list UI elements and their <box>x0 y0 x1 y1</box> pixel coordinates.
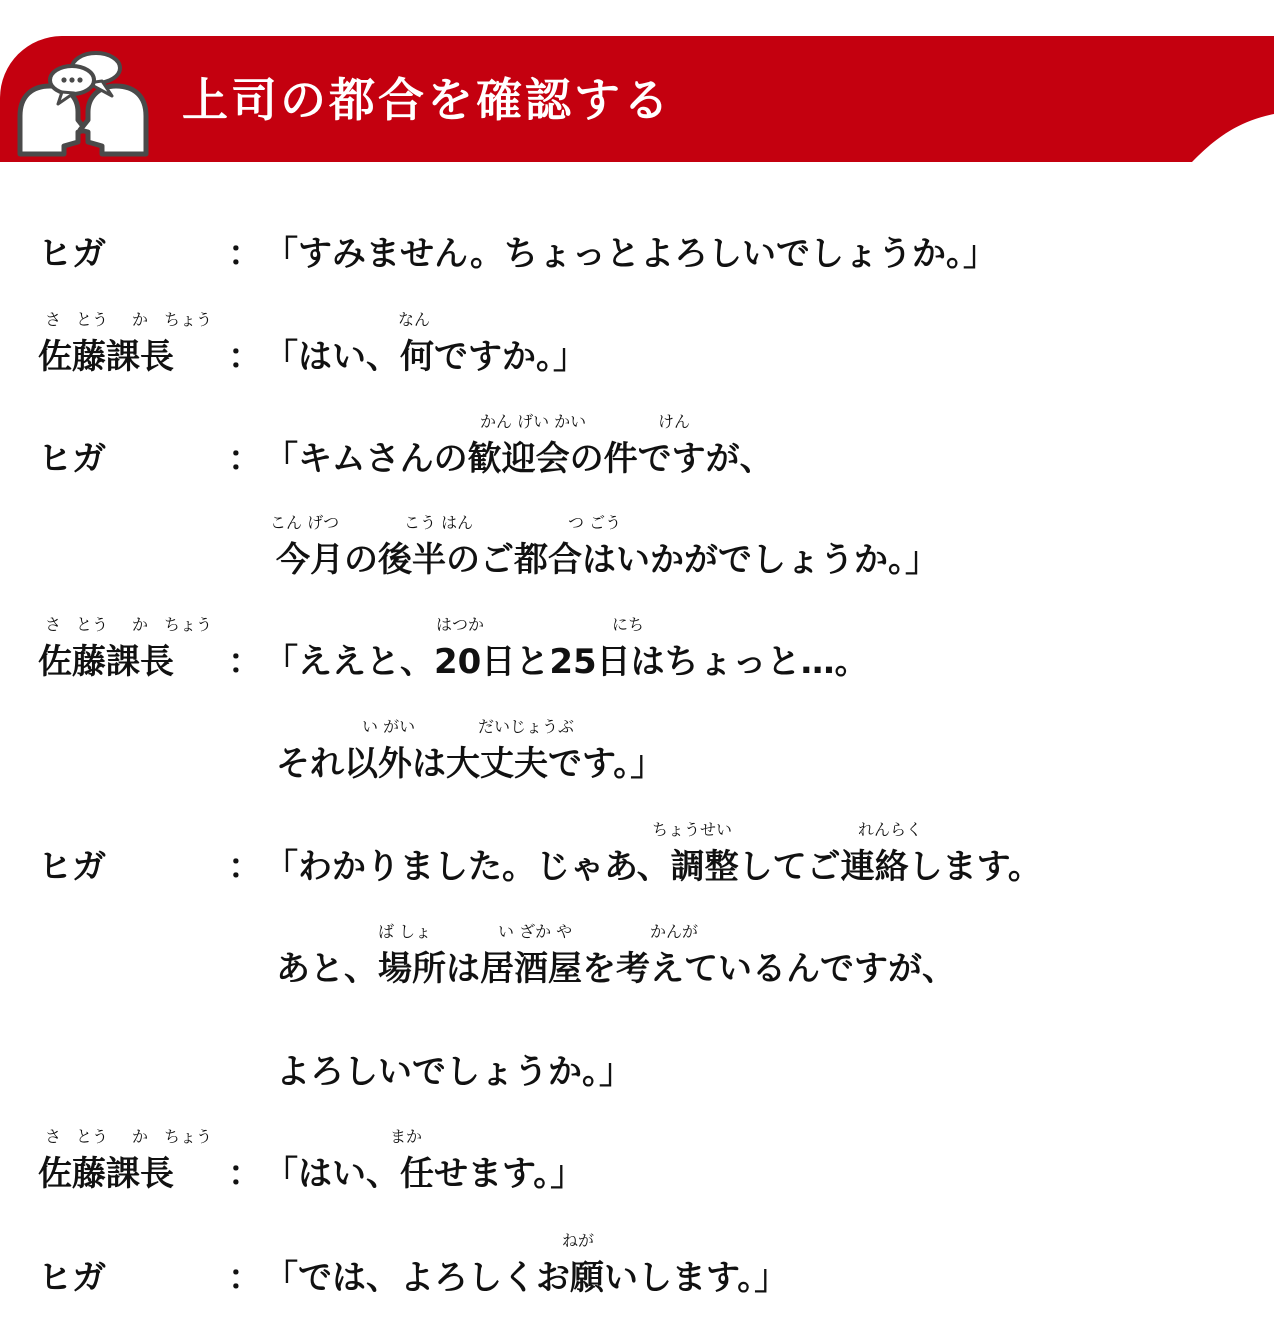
ruby-text: にち <box>612 615 645 634</box>
ruby-text: ねが <box>562 1231 595 1250</box>
ruby-text: かんが <box>650 922 699 941</box>
dialogue-line: よろしいでしょうか。」 <box>276 1052 633 1092</box>
two-people-talking-icon <box>16 46 150 158</box>
speaker-colon: ： <box>228 847 262 887</box>
ruby-text: はつか <box>436 615 485 634</box>
ruby-text: なん <box>398 310 431 329</box>
ruby-text: つ ごう <box>568 513 622 532</box>
speaker-name: 佐藤課長 <box>38 642 174 682</box>
speaker-ruby: とう <box>76 310 109 329</box>
ruby-text: かん げい かい <box>480 412 587 431</box>
speaker-ruby: か <box>132 615 149 634</box>
dialogue-line: 「わかりました。じゃあ、調整してご連絡します。 <box>264 847 1042 887</box>
dialogue-line: 今月の後半のご都合はいかがでしょうか。」 <box>276 540 939 580</box>
speaker-ruby: ちょう <box>164 615 213 634</box>
ruby-text: こん げつ <box>270 513 340 532</box>
speaker-ruby: ちょう <box>164 1127 213 1146</box>
ruby-text: けん <box>658 412 691 431</box>
speaker-ruby: か <box>132 1127 149 1146</box>
speaker-name: ヒガ <box>38 1258 106 1298</box>
ruby-text: い がい <box>362 717 416 736</box>
speaker-name: ヒガ <box>38 234 106 274</box>
dialogue-line: 「はい、何ですか。」 <box>264 337 587 377</box>
speaker-ruby: さ <box>45 1127 62 1146</box>
speaker-colon: ： <box>228 1154 262 1194</box>
speaker-ruby: さ <box>45 310 62 329</box>
dialogue-line: 「では、よろしくお願いします。」 <box>264 1258 789 1298</box>
speaker-ruby: とう <box>76 615 109 634</box>
ruby-text: れんらく <box>858 820 923 839</box>
speaker-ruby: ちょう <box>164 310 213 329</box>
ruby-text: まか <box>390 1127 423 1146</box>
ruby-text: こう はん <box>404 513 474 532</box>
speaker-colon: ： <box>228 1258 262 1298</box>
speaker-colon: ： <box>228 337 262 377</box>
ruby-text: い ざか や <box>498 922 573 941</box>
dialogue-line: あと、場所は居酒屋を考えているんですが、 <box>276 949 956 989</box>
ruby-text: だいじょうぶ <box>478 717 575 736</box>
speaker-colon: ： <box>228 439 262 479</box>
dialogue-line: 「ええと、20日と25日はちょっと…。 <box>264 642 869 682</box>
ruby-text: ちょうせい <box>652 820 733 839</box>
dialogue-line: それ以外は大丈夫です。」 <box>276 744 665 784</box>
speaker-name: 佐藤課長 <box>38 1154 174 1194</box>
speaker-name: 佐藤課長 <box>38 337 174 377</box>
dialogue-line: 「はい、任せます。」 <box>264 1154 585 1194</box>
dialogue-line: 「すみません。ちょっとよろしいでしょうか。」 <box>264 234 998 274</box>
speaker-name: ヒガ <box>38 847 106 887</box>
speaker-ruby: さ <box>45 615 62 634</box>
speaker-name: ヒガ <box>38 439 106 479</box>
dialogue-line: 「キムさんの歓迎会の件ですが、 <box>264 439 774 479</box>
speaker-colon: ： <box>228 642 262 682</box>
speaker-ruby: か <box>132 310 149 329</box>
speaker-ruby: とう <box>76 1127 109 1146</box>
page-title: 上司の都合を確認する <box>182 73 672 127</box>
ruby-text: ば しょ <box>378 922 432 941</box>
speaker-colon: ： <box>228 234 262 274</box>
